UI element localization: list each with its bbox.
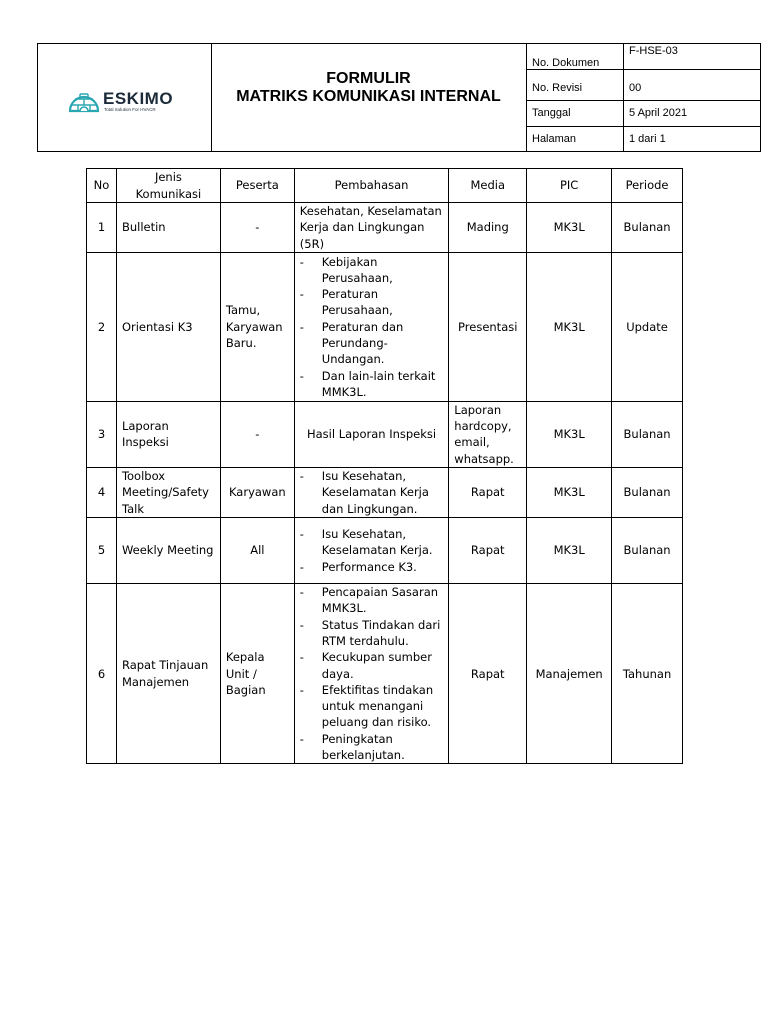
cell-periode: Bulanan [612, 203, 683, 253]
cell-media: Mading [449, 203, 527, 253]
col-header: Periode [612, 169, 683, 203]
communication-matrix-table [86, 168, 683, 764]
cell-media: Laporan hardcopy, email, whatsapp. [449, 401, 527, 467]
cell-no: 2 [87, 252, 117, 401]
col-header: Pembahasan [294, 169, 449, 203]
list-item: - Status Tindakan dari RTM terdahulu. [322, 617, 444, 650]
cell-pembahasan [294, 584, 449, 764]
cell-jenis: Orientasi K3 [116, 252, 220, 401]
cell-periode: Bulanan [612, 468, 683, 518]
list-item: - Isu Kesehatan, Keselamatan Kerja dan Lingkungan. [322, 468, 444, 517]
col-header: Jenis Komunikasi [116, 169, 220, 203]
cell-pic: MK3L [527, 518, 612, 584]
table-row [87, 584, 683, 764]
cell-pembahasan: Hasil Laporan Inspeksi [294, 401, 449, 467]
cell-peserta: Karyawan [220, 468, 294, 518]
table-row [87, 468, 683, 518]
meta-value: 5 April 2021 [629, 107, 688, 119]
cell-periode: Bulanan [612, 401, 683, 467]
col-header: No [87, 169, 117, 203]
meta-label: No. Dokumen [532, 57, 600, 69]
cell-no: 6 [87, 584, 117, 764]
form-subtitle: MATRIKS KOMUNIKASI INTERNAL [236, 88, 501, 105]
meta-row-halaman [526, 126, 760, 151]
list-item: - Efektifitas tindakan untuk menangani peluang dan risiko. [322, 682, 444, 731]
col-header: Peserta [220, 169, 294, 203]
cell-pembahasan [294, 518, 449, 584]
cell-peserta: - [220, 203, 294, 253]
list-item: - Isu Kesehatan, Keselamatan Kerja. [322, 526, 444, 559]
cell-pic: MK3L [527, 252, 612, 401]
meta-row-revisi [526, 70, 760, 101]
cell-jenis: Toolbox Meeting/Safety Talk [116, 468, 220, 518]
cell-pic: MK3L [527, 468, 612, 518]
cell-jenis: Weekly Meeting [116, 518, 220, 584]
table-row [87, 518, 683, 584]
cell-pic: MK3L [527, 401, 612, 467]
table-row [87, 401, 683, 467]
cell-periode: Tahunan [612, 584, 683, 764]
cell-media: Presentasi [449, 252, 527, 401]
list-item: - Peraturan dan Perundang-Undangan. [322, 319, 444, 368]
cell-pic: MK3L [527, 203, 612, 253]
logo-name: ESKIMO [103, 89, 174, 108]
cell-periode: Update [612, 252, 683, 401]
cell-peserta: - [220, 401, 294, 467]
list-item: - Pencapaian Sasaran MMK3L. [322, 584, 444, 617]
list-item: - Performance K3. [322, 559, 444, 575]
cell-jenis: Rapat Tinjauan Manajemen [116, 584, 220, 764]
list-item: - Dan lain-lain terkait MMK3L. [322, 368, 444, 401]
document-header [37, 43, 761, 152]
list-item: - Kecukupan sumber daya. [322, 649, 444, 682]
logo-tagline: Total Solution For HVACR [104, 107, 156, 112]
cell-media: Rapat [449, 518, 527, 584]
meta-value: 1 dari 1 [629, 133, 666, 145]
logo-cell [38, 44, 212, 151]
eskimo-logo [68, 87, 198, 117]
list-item: - Peningkatan berkelanjutan. [322, 731, 444, 764]
cell-peserta: Kepala Unit / Bagian [220, 584, 294, 764]
cell-pembahasan [294, 468, 449, 518]
document-meta [526, 44, 760, 151]
igloo-icon [68, 87, 100, 117]
meta-row-dokumen [526, 44, 760, 70]
meta-label: Tanggal [532, 107, 571, 119]
table-row [87, 252, 683, 401]
title-cell [211, 44, 527, 151]
meta-value: F-HSE-03 [629, 45, 678, 57]
table-row [87, 203, 683, 253]
cell-media: Rapat [449, 468, 527, 518]
form-title: FORMULIR [326, 70, 411, 87]
cell-peserta: Tamu, Karyawan Baru. [220, 252, 294, 401]
cell-pembahasan: Kesehatan, Keselamatan Kerja dan Lingkungan (5R) [294, 203, 449, 253]
list-item: - Peraturan Perusahaan, [322, 286, 444, 319]
cell-peserta: All [220, 518, 294, 584]
cell-jenis: Laporan Inspeksi [116, 401, 220, 467]
table-header-row [87, 169, 683, 203]
col-header: Media [449, 169, 527, 203]
cell-no: 5 [87, 518, 117, 584]
cell-no: 4 [87, 468, 117, 518]
cell-no: 1 [87, 203, 117, 253]
meta-label: Halaman [532, 133, 577, 145]
meta-label: No. Revisi [532, 82, 583, 94]
list-item: - Kebijakan Perusahaan, [322, 254, 444, 287]
cell-pic: Manajemen [527, 584, 612, 764]
meta-row-tanggal [526, 100, 760, 127]
cell-periode: Bulanan [612, 518, 683, 584]
cell-no: 3 [87, 401, 117, 467]
cell-jenis: Bulletin [116, 203, 220, 253]
cell-media: Rapat [449, 584, 527, 764]
cell-pembahasan [294, 252, 449, 401]
meta-value: 00 [629, 82, 642, 94]
col-header: PIC [527, 169, 612, 203]
